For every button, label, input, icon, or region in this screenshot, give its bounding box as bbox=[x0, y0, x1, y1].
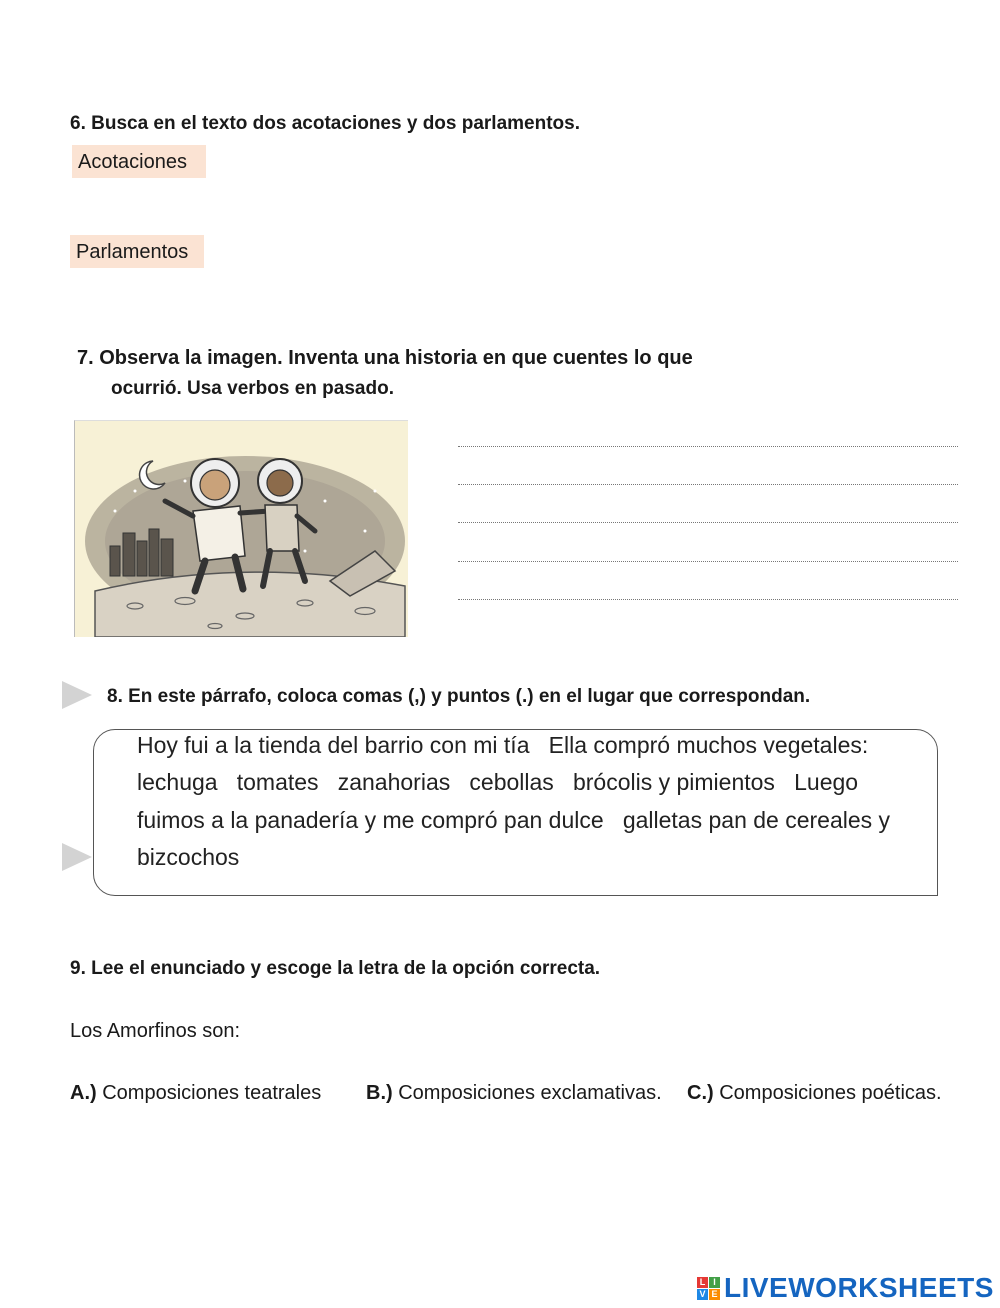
logo-letter-i: I bbox=[709, 1277, 720, 1288]
q6-title: 6. Busca en el texto dos acotaciones y dos parlamentos. bbox=[70, 113, 581, 134]
q7-title-line1: 7. Observa la imagen. Inventa una historia en que cuentes lo que bbox=[77, 347, 693, 369]
option-c-text: Composiciones poéticas. bbox=[719, 1082, 942, 1104]
option-a-letter: A.) bbox=[70, 1082, 97, 1104]
option-a[interactable] bbox=[70, 1082, 321, 1105]
q9-statement: Los Amorfinos son: bbox=[70, 1020, 241, 1042]
parlamentos-label: Parlamentos bbox=[70, 235, 204, 268]
story-line-4[interactable] bbox=[458, 561, 958, 562]
q9-title: 9. Lee el enunciado y escoge la letra de la opción correcta. bbox=[70, 958, 601, 979]
story-line-5[interactable] bbox=[458, 599, 958, 600]
pointer-icon-2 bbox=[62, 843, 92, 871]
q8-title: 8. En este párrafo, coloca comas (,) y puntos (.) en el lugar que correspondan. bbox=[107, 686, 811, 707]
option-a-text: Composiciones teatrales bbox=[102, 1082, 322, 1104]
paragraph-line-3: fuimos a la panadería y me compró pan dulce galletas pan de cereales y bbox=[137, 807, 891, 833]
option-c-letter: C.) bbox=[687, 1082, 714, 1104]
brand-logo-icon bbox=[697, 1277, 720, 1300]
acotaciones-label: Acotaciones bbox=[72, 145, 206, 178]
option-b-letter: B.) bbox=[366, 1082, 393, 1104]
brand-text: LIVEWORKSHEETS bbox=[724, 1272, 994, 1303]
q7-number: 7. bbox=[77, 347, 94, 369]
logo-letter-v: V bbox=[697, 1289, 708, 1300]
option-c[interactable] bbox=[687, 1082, 942, 1105]
pointer-icon bbox=[62, 681, 92, 709]
logo-letter-e: E bbox=[709, 1289, 720, 1300]
paragraph-line-1: Hoy fui a la tienda del barrio con mi tía Ella compró muchos vegetales: bbox=[137, 732, 869, 758]
option-b[interactable] bbox=[366, 1082, 662, 1105]
paragraph-line-2: lechuga tomates zanahorias cebollas brócolis y pimientos Luego bbox=[137, 769, 859, 795]
astronauts-drawing bbox=[75, 421, 408, 637]
story-line-1[interactable] bbox=[458, 446, 958, 447]
q7-title-line2: ocurrió. Usa verbos en pasado. bbox=[111, 378, 394, 399]
story-line-2[interactable] bbox=[458, 484, 958, 485]
paragraph-line-4: bizcochos bbox=[137, 844, 240, 870]
logo-letter-l: L bbox=[697, 1277, 708, 1288]
astronauts-illustration bbox=[74, 420, 408, 637]
liveworksheets-brand bbox=[697, 1272, 994, 1304]
option-b-text: Composiciones exclamativas. bbox=[398, 1082, 662, 1104]
story-line-3[interactable] bbox=[458, 522, 958, 523]
